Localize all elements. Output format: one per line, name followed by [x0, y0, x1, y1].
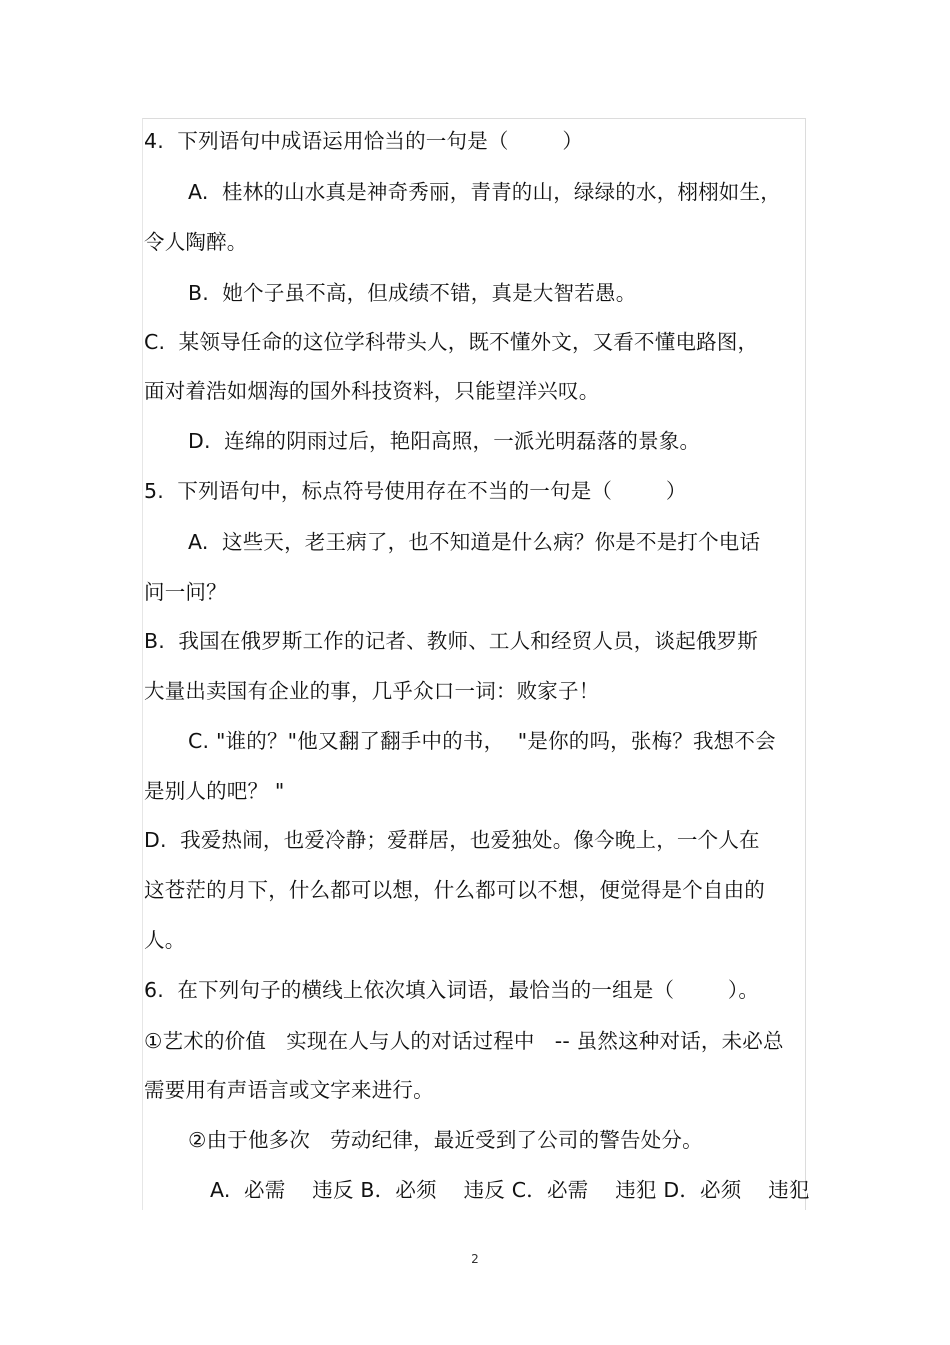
question-5-option-c: C. "谁的？"他又翻了翻手中的书， "是你的吗，张梅？我想不会 [188, 729, 776, 753]
question-4-option-a-cont: 令人陶醉。 [144, 230, 248, 254]
question-6-sentence-2: ②由于他多次 劳动纪律，最近受到了公司的警告处分。 [188, 1128, 703, 1152]
question-4-stem: 4. 下列语句中成语运用恰当的一句是（ ） [144, 129, 584, 153]
question-5-option-d: D. 我爱热闹，也爱冷静；爱群居，也爱独处。像今晚上，一个人在 [144, 828, 760, 852]
question-5-option-a-cont: 问一问？ [144, 580, 227, 604]
question-6-options: A. 必需 违反 B．必须 违反 C．必需 违犯 D．必须 违犯 [210, 1178, 810, 1202]
question-5-option-b-cont: 大量出卖国有企业的事，几乎众口一词：败家子！ [144, 679, 600, 703]
question-6-sentence-1-cont: 需要用有声语言或文字来进行。 [144, 1078, 434, 1102]
question-5-option-a: A. 这些天，老王病了，也不知道是什么病？你是不是打个电话 [188, 530, 761, 554]
question-4-option-c-cont: 面对着浩如烟海的国外科技资料，只能望洋兴叹。 [144, 379, 600, 403]
question-5-option-b: B. 我国在俄罗斯工作的记者、教师、工人和经贸人员，谈起俄罗斯 [144, 629, 759, 653]
question-4-option-c: C. 某领导任命的这位学科带头人，既不懂外文，又看不懂电路图， [144, 330, 759, 354]
question-6-sentence-1: ①艺术的价值 实现在人与人的对话过程中 -- 虽然这种对话，未必总 [144, 1029, 784, 1053]
question-4-option-b: B. 她个子虽不高，但成绩不错，真是大智若愚。 [188, 281, 637, 305]
question-5-stem: 5. 下列语句中，标点符号使用存在不当的一句是（ ） [144, 479, 687, 503]
question-5-option-d-cont: 这苍茫的月下，什么都可以想，什么都可以不想，便觉得是个自由的 [144, 878, 765, 902]
question-4-option-d: D. 连绵的阴雨过后，艳阳高照，一派光明磊落的景象。 [188, 429, 701, 453]
question-4-option-a: A. 桂林的山水真是神奇秀丽，青青的山，绿绿的水，栩栩如生， [188, 180, 781, 204]
question-5-option-d-end: 人。 [144, 928, 186, 952]
question-6-stem: 6. 在下列句子的横线上依次填入词语，最恰当的一组是（ ）。 [144, 978, 760, 1002]
page-number: 2 [471, 1252, 479, 1266]
question-5-option-c-cont: 是别人的吧？ " [144, 779, 285, 803]
